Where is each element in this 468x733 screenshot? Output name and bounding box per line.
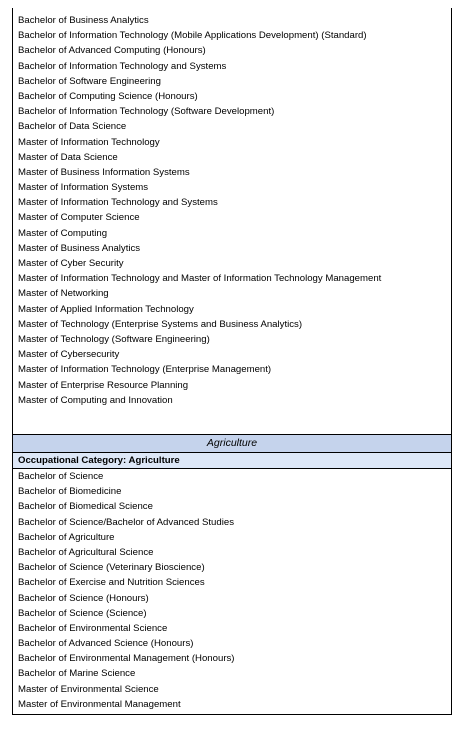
degree-item: Master of Data Science [18, 151, 118, 163]
degree-item: Master of Technology (Software Engineering) [18, 333, 210, 345]
degree-item: Bachelor of Biomedicine [18, 486, 122, 498]
degree-item: Bachelor of Science [18, 471, 104, 482]
degree-item: Bachelor of Agricultural Science [18, 546, 154, 558]
degree-item: Master of Computing [18, 227, 108, 239]
degree-item: Bachelor of Science (Honours) [18, 592, 149, 604]
degree-item: Bachelor of Computing Science (Honours) [18, 90, 198, 102]
degree-item: Master of Computer Science [18, 212, 140, 224]
degree-item: Bachelor of Marine Science [18, 668, 136, 680]
degree-item: Master of Enterprise Resource Planning [18, 379, 189, 391]
degree-item: Master of Cybersecurity [18, 349, 120, 361]
degree-item: Master of Technology (Enterprise Systems and Business Analytics) [18, 318, 303, 330]
degree-item: Bachelor of Biomedical Science [18, 501, 153, 513]
degree-item: Master of Information Technology (Enterprise Management) [18, 364, 272, 376]
agriculture-degree-list [12, 469, 452, 715]
it-degree-list [12, 8, 452, 435]
degree-item: Bachelor of Information Technology (Mobile Applications Development) (Standard) [18, 30, 367, 42]
degree-item: Bachelor of Information Technology (Software Development) [18, 106, 275, 118]
degree-item: Master of Networking [18, 288, 109, 300]
degree-item: Master of Applied Information Technology [18, 303, 194, 315]
degree-list-sheet [12, 8, 452, 715]
degree-item: Master of Information Technology [18, 136, 160, 148]
degree-item: Master of Computing and Innovation [18, 394, 173, 406]
degree-item: Bachelor of Agriculture [18, 531, 115, 543]
degree-item: Master of Information Systems [18, 182, 149, 194]
degree-item: Master of Environmental Science [18, 683, 159, 695]
degree-item: Bachelor of Software Engineering [18, 75, 161, 87]
degree-item: Bachelor of Advanced Science (Honours) [18, 638, 194, 650]
degree-item: Bachelor of Business Analytics [18, 15, 149, 26]
degree-item: Master of Environmental Management [18, 698, 181, 710]
degree-item: Bachelor of Exercise and Nutrition Sciences [18, 577, 205, 589]
degree-item: Bachelor of Science (Veterinary Bioscience) [18, 562, 205, 574]
degree-item: Bachelor of Science (Science) [18, 607, 147, 619]
degree-item: Bachelor of Environmental Science [18, 622, 168, 634]
degree-item: Master of Business Analytics [18, 242, 141, 254]
degree-item: Bachelor of Advanced Computing (Honours) [18, 45, 206, 57]
degree-item: Bachelor of Information Technology and Systems [18, 60, 227, 72]
occupational-category-label: Occupational Category: Agriculture [12, 453, 452, 469]
degree-item: Bachelor of Science/Bachelor of Advanced Studies [18, 516, 234, 528]
degree-item: Master of Business Information Systems [18, 166, 190, 178]
degree-item: Master of Information Technology and Master of Information Technology Management [18, 273, 382, 285]
degree-item: Bachelor of Environmental Management (Honours) [18, 653, 235, 665]
degree-item: Bachelor of Data Science [18, 121, 127, 133]
category-header-agriculture: Agriculture [12, 435, 452, 453]
degree-item: Master of Cyber Security [18, 258, 124, 269]
degree-item: Master of Information Technology and Systems [18, 197, 218, 209]
